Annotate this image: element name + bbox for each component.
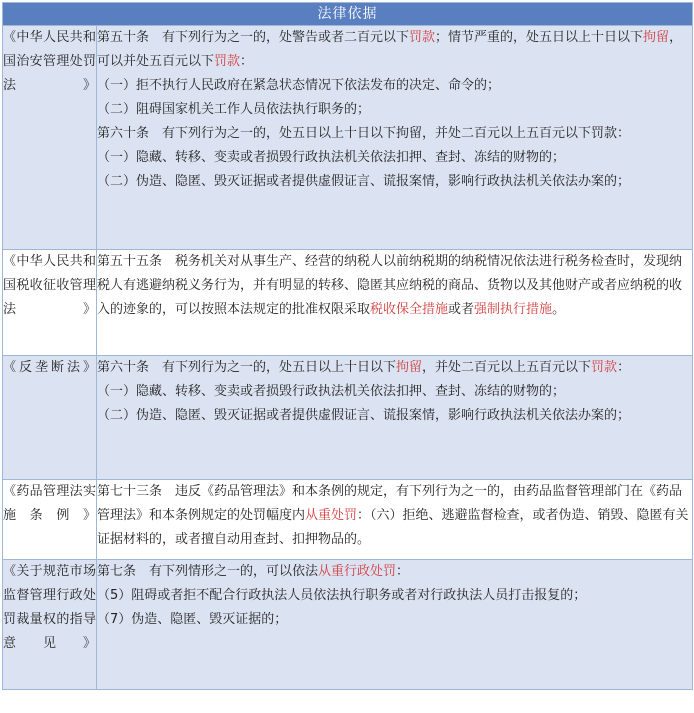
text-segment: （二）伪造、隐匿、毁灭证据或者提供虚假证言、谎报案情，影响行政执法机关依法办案的； [97, 408, 631, 423]
highlighted-term: 从重处罚 [305, 508, 358, 523]
text-segment: 第五十条 有下列行为之一的，处警告或者二百元以下 [97, 30, 410, 45]
highlighted-term: 罚款 [214, 54, 241, 69]
highlighted-term: 罚款 [591, 360, 618, 375]
law-basis-table [2, 2, 693, 690]
table-row [3, 250, 693, 356]
law-paragraph [97, 98, 692, 122]
law-paragraph [97, 560, 692, 584]
text-segment: （一）隐藏、转移、变卖或者损毁行政执法机关依法扣押、查封、冻结的财物的； [97, 384, 566, 399]
text-segment: （5）阻碍或者拒不配合行政执法人员依法执行职务或者对行政执法人员打击报复的； [97, 588, 587, 603]
law-name: 《反垄断法》 [3, 356, 97, 480]
law-name: 《关于规范市场监督管理行政处罚裁量权的指导意见》 [3, 560, 97, 690]
law-paragraph [97, 170, 692, 194]
text-segment: 第五十五条 税务机关对从事生产、经营的纳税人以前纳税期的纳税情况依法进行税务检查时，发现纳税人有逃避纳税义务行为，并有明显的转移、隐匿其应纳税的商品、货物以及其他财产或者应纳税的收入的迹象的，可以按照本法规定的批准权限采取 [97, 254, 683, 317]
law-name: 《药品管理法实施条例》 [3, 480, 97, 560]
highlighted-term: 罚款 [409, 30, 436, 45]
law-paragraph [97, 146, 692, 170]
text-segment: 第七十三条 违反《药品管理法》和本条例的规定，有下列行为之一的，由药品监督管理部门在《药品管理法》和本条例规定的处罚幅度内 [97, 484, 683, 523]
law-paragraph [97, 250, 692, 322]
law-content [97, 26, 693, 250]
text-segment: ： [240, 54, 254, 69]
law-content [97, 560, 693, 690]
text-segment: ，并处二百元以上五百元以下 [422, 360, 592, 375]
table-row [3, 26, 693, 250]
highlighted-term: 从重行政处罚 [318, 564, 397, 579]
text-segment: 或者 [448, 302, 475, 317]
law-paragraph [97, 380, 692, 404]
text-segment: ： [396, 564, 410, 579]
text-segment: ： [617, 360, 631, 375]
text-segment: （二）伪造、隐匿、毁灭证据或者提供虚假证言、谎报案情，影响行政执法机关依法办案的； [97, 174, 631, 189]
text-segment: （一）隐藏、转移、变卖或者损毁行政执法机关依法扣押、查封、冻结的财物的； [97, 150, 566, 165]
law-paragraph [97, 26, 692, 74]
highlighted-term: 税收保全措施 [370, 302, 449, 317]
law-paragraph [97, 608, 692, 632]
highlighted-term: 强制执行措施 [474, 302, 553, 317]
law-paragraph [97, 404, 692, 428]
text-segment: 第六十条 有下列行为之一的，处五日以上十日以下拘留，并处二百元以上五百元以下罚款： [97, 126, 631, 141]
law-paragraph [97, 356, 692, 380]
table-row [3, 356, 693, 480]
text-segment: ：（六）拒绝、逃避监督检查，或者伪造、销毁、隐匿有关证据材料的，或者擅自动用查封、扣押物品的。 [97, 508, 689, 547]
text-segment: （7）伪造、隐匿、毁灭证据的； [97, 612, 288, 627]
law-paragraph [97, 584, 692, 608]
law-content [97, 250, 693, 356]
text-segment: （二）阻碍国家机关工作人员依法执行职务的； [97, 102, 371, 117]
text-segment: ，可以并处五百元以下 [97, 30, 683, 69]
highlighted-term: 拘留 [396, 360, 423, 375]
text-segment: 第六十条 有下列行为之一的，处五日以上十日以下 [97, 360, 397, 375]
table-header: 法律依据 [3, 3, 693, 26]
text-segment: 第七条 有下列情形之一的，可以依法 [97, 564, 319, 579]
law-paragraph [97, 74, 692, 98]
law-name: 《中华人民共和国税收征收管理法》 [3, 250, 97, 356]
law-paragraph [97, 122, 692, 146]
law-paragraph [97, 480, 692, 552]
text-segment: ；情节严重的，处五日以上十日以下 [435, 30, 644, 45]
table-row [3, 560, 693, 690]
law-name: 《中华人民共和国治安管理处罚法》 [3, 26, 97, 250]
table-row [3, 480, 693, 560]
highlighted-term: 拘留 [643, 30, 670, 45]
text-segment: （一）拒不执行人民政府在紧急状态情况下依法发布的决定、命令的； [97, 78, 501, 93]
law-content [97, 480, 693, 560]
text-segment: 。 [552, 302, 566, 317]
law-content [97, 356, 693, 480]
